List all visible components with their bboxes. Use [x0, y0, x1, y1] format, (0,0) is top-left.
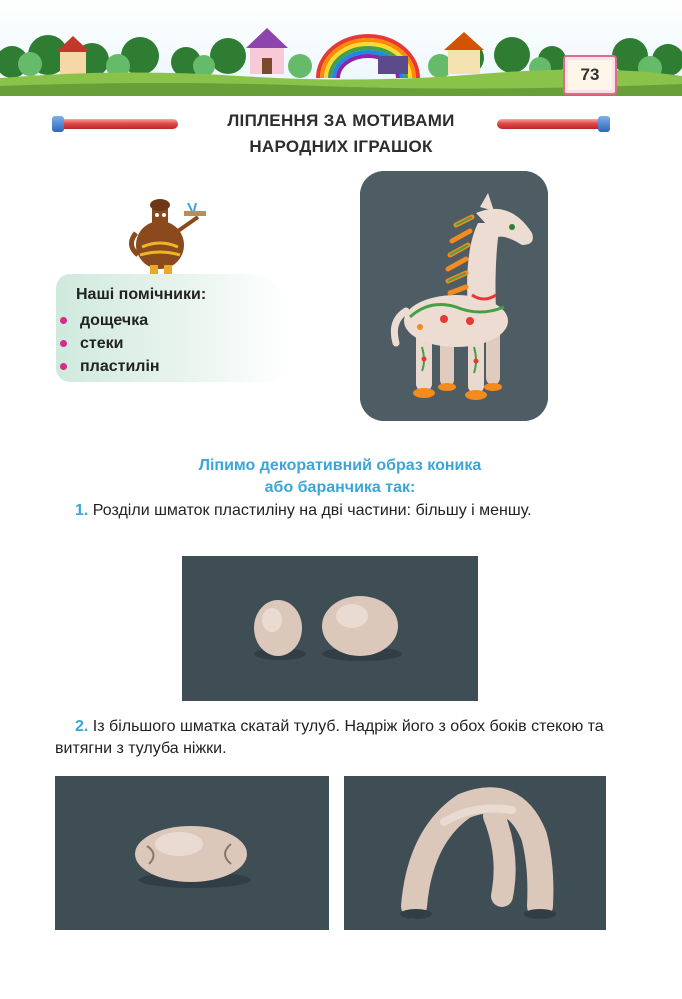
helpers-item [56, 355, 160, 378]
helpers-item [56, 309, 160, 332]
instructions-subtitle [80, 455, 600, 499]
page-title [160, 108, 522, 160]
page-title-line-1: ЛІПЛЕННЯ ЗА МОТИВАМИ [227, 111, 455, 130]
step-2 [55, 716, 620, 760]
body-with-legs-photo [344, 776, 606, 930]
bullet-icon [60, 363, 67, 370]
helpers-item-label: пластилін [80, 358, 160, 375]
step-number: 1. [75, 502, 89, 519]
jug-character-illustration [128, 193, 208, 280]
page-number: 73 [563, 55, 617, 95]
section-title [0, 108, 682, 168]
page-title-line-2: НАРОДНИХ ІГРАШОК [249, 137, 433, 156]
title-bar-cap-left [52, 116, 64, 132]
step-text: Розділи шматок пластиліну на дві частини: більшу і меншу. [92, 502, 532, 519]
subtitle-line-1: Ліпимо декоративний образ коника [198, 457, 482, 474]
helpers-item-label: дощечка [80, 312, 149, 329]
step-number: 2. [75, 718, 89, 735]
two-plasticine-pieces-photo [182, 556, 478, 701]
subtitle-line-2: або баранчика так: [264, 479, 416, 496]
plasticine-horse-photo [360, 171, 548, 421]
helpers-item [56, 332, 160, 355]
helpers-list [56, 309, 160, 378]
title-bar-cap-right [598, 116, 610, 132]
rolled-body-photo [55, 776, 329, 930]
step-text: Із більшого шматка скатай тулуб. Надріж його з обох боків стекою та витягни з тулуба ніжки. [55, 718, 604, 757]
bullet-icon [60, 340, 67, 347]
helpers-box [56, 274, 288, 382]
bullet-icon [60, 317, 67, 324]
step-1 [55, 500, 620, 522]
helpers-heading: Наші помічники: [76, 286, 207, 303]
helpers-item-label: стеки [80, 335, 124, 352]
